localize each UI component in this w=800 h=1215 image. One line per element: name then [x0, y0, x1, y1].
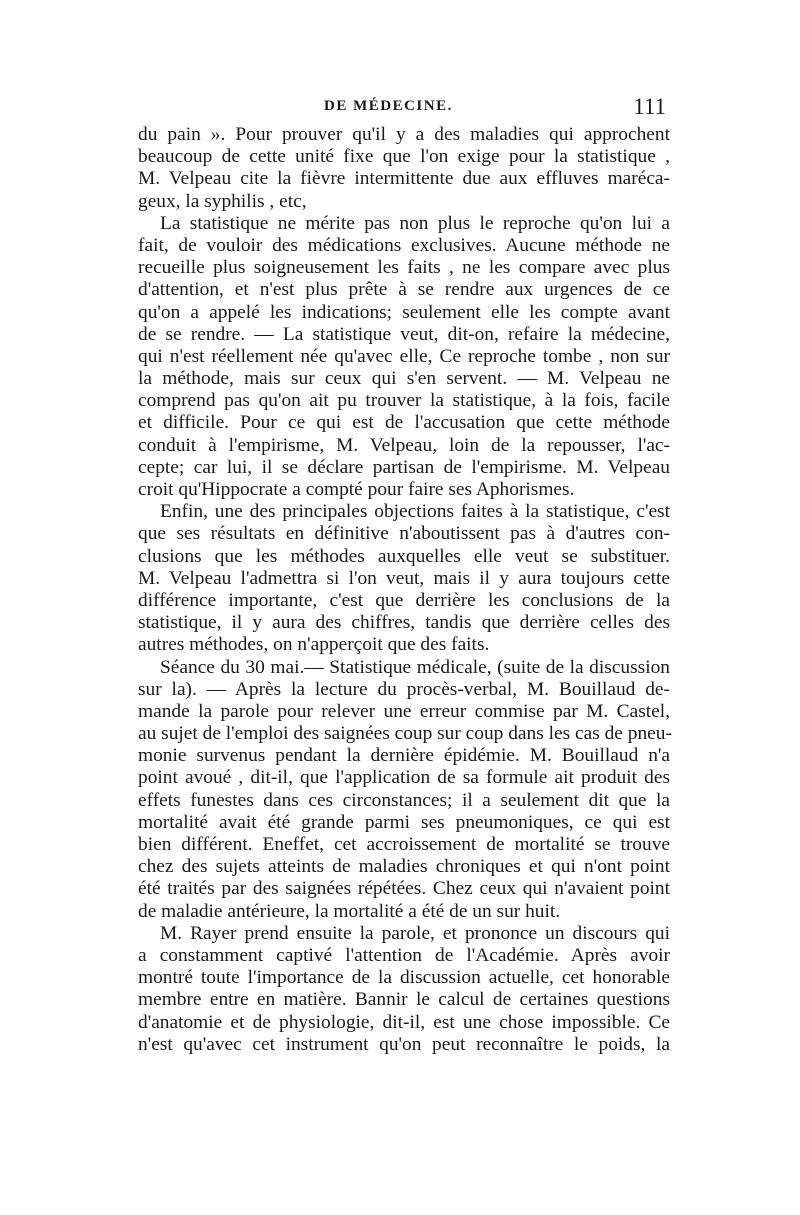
text-line: croit qu'Hippocrate a compté pour faire ses Aphorismes.: [138, 479, 575, 500]
page-header: [138, 96, 670, 124]
text-line: qui n'est réellement née qu'avec elle, Ce reproche tombe , non sur: [138, 345, 670, 367]
text-line: M. Velpeau cite la fièvre intermittente due aux effluves maréca-: [138, 168, 670, 190]
text-line: la méthode, mais sur ceux qui s'en servent. — M. Velpeau ne: [138, 368, 670, 390]
text-line: différence importante, c'est que derrière les conclusions de la: [138, 589, 670, 611]
page-number: 111: [633, 94, 666, 119]
text-line: mortalité avait été grande parmi ses pneumoniques, ce qui est: [138, 811, 670, 833]
text-line: qu'on a appelé les indications; seulement elle les compte avant: [138, 301, 670, 323]
text-line: fait, de vouloir des médications exclusives. Aucune méthode ne: [138, 234, 670, 256]
text-line: n'est qu'avec cet instrument qu'on peut reconnaître le poids, la: [138, 1033, 670, 1055]
text-line: du pain ». Pour prouver qu'il y a des maladies qui approchent: [138, 124, 670, 145]
text-line: cepte; car lui, il se déclare partisan de l'empirisme. M. Velpeau: [138, 456, 670, 478]
running-title: DE MÉDECINE.: [324, 98, 453, 114]
text-line: que ses résultats en définitive n'aboutissent pas à d'autres con-: [138, 523, 670, 545]
text-line: monie survenus pendant la dernière épidémie. M. Bouillaud n'a: [138, 745, 670, 767]
text-line: sur la). — Après la lecture du procès-verbal, M. Bouillaud de-: [138, 678, 670, 700]
text-line: a constamment captivé l'attention de l'Académie. Après avoir: [138, 944, 670, 966]
text-line: recueille plus soigneusement les faits , ne les compare avec plus: [138, 257, 670, 279]
text-line: membre entre en matière. Bannir le calcul de certaines questions: [138, 989, 670, 1011]
text-line: clusions que les méthodes auxquelles elle veut se substituer.: [138, 545, 670, 567]
text-line: mande la parole pour relever une erreur commise par M. Castel,: [138, 700, 670, 722]
text-line: statistique, il y aura des chiffres, tandis que derrière celles des: [138, 612, 670, 634]
text-line: geux, la syphilis , etc,: [138, 190, 307, 212]
text-line: Enfin, une des principales objections faites à la statistique, c'est: [160, 501, 670, 523]
text-line: de maladie antérieure, la mortalité a été de un sur huit.: [138, 900, 561, 922]
text-line: La statistique ne mérite pas non plus le reproche qu'on lui a: [160, 212, 670, 234]
text-line: bien différent. Eneffet, cet accroissement de mortalité se trouve: [138, 834, 670, 855]
text-line: conduit à l'empirisme, M. Velpeau, loin de la repousser, l'ac-: [138, 434, 670, 456]
text-line: de se rendre. — La statistique veut, dit-on, refaire la médecine,: [138, 323, 670, 345]
body-text: [138, 124, 670, 1056]
text-line: et difficile. Pour ce qui est de l'accusation que cette méthode: [138, 412, 670, 434]
text-line: au sujet de l'emploi des saignées coup sur coup dans les cas de pneu-: [138, 723, 672, 745]
text-line: M. Rayer prend ensuite la parole, et prononce un discours qui: [160, 922, 670, 944]
text-line: M. Velpeau l'admettra si l'on veut, mais il y aura toujours cette: [138, 567, 670, 589]
text-line: comprend pas qu'on ait pu trouver la statistique, à la fois, facile: [138, 390, 670, 412]
text-line: Séance du 30 mai.— Statistique médicale, (suite de la discussion: [160, 656, 670, 678]
book-page: [138, 96, 670, 1056]
text-line: point avoué , dit-il, que l'application de sa formule ait produit des: [138, 767, 670, 789]
text-line: beaucoup de cette unité fixe que l'on exige pour la statistique ,: [138, 146, 670, 168]
text-line: montré toute l'importance de la discussion actuelle, cet honorable: [138, 967, 670, 989]
text-line: d'attention, et n'est plus prête à se rendre aux urgences de ce: [138, 279, 670, 301]
text-line: été traités par des saignées répétées. Chez ceux qui n'avaient point: [138, 878, 670, 900]
text-line: chez des sujets atteints de maladies chroniques et qui n'ont point: [138, 856, 670, 878]
text-line: autres méthodes, on n'apperçoit que des faits.: [138, 634, 490, 656]
text-line: effets funestes dans ces circonstances; il a seulement dit que la: [138, 789, 670, 811]
text-line: d'anatomie et de physiologie, dit-il, est une chose impossible. Ce: [138, 1011, 670, 1033]
